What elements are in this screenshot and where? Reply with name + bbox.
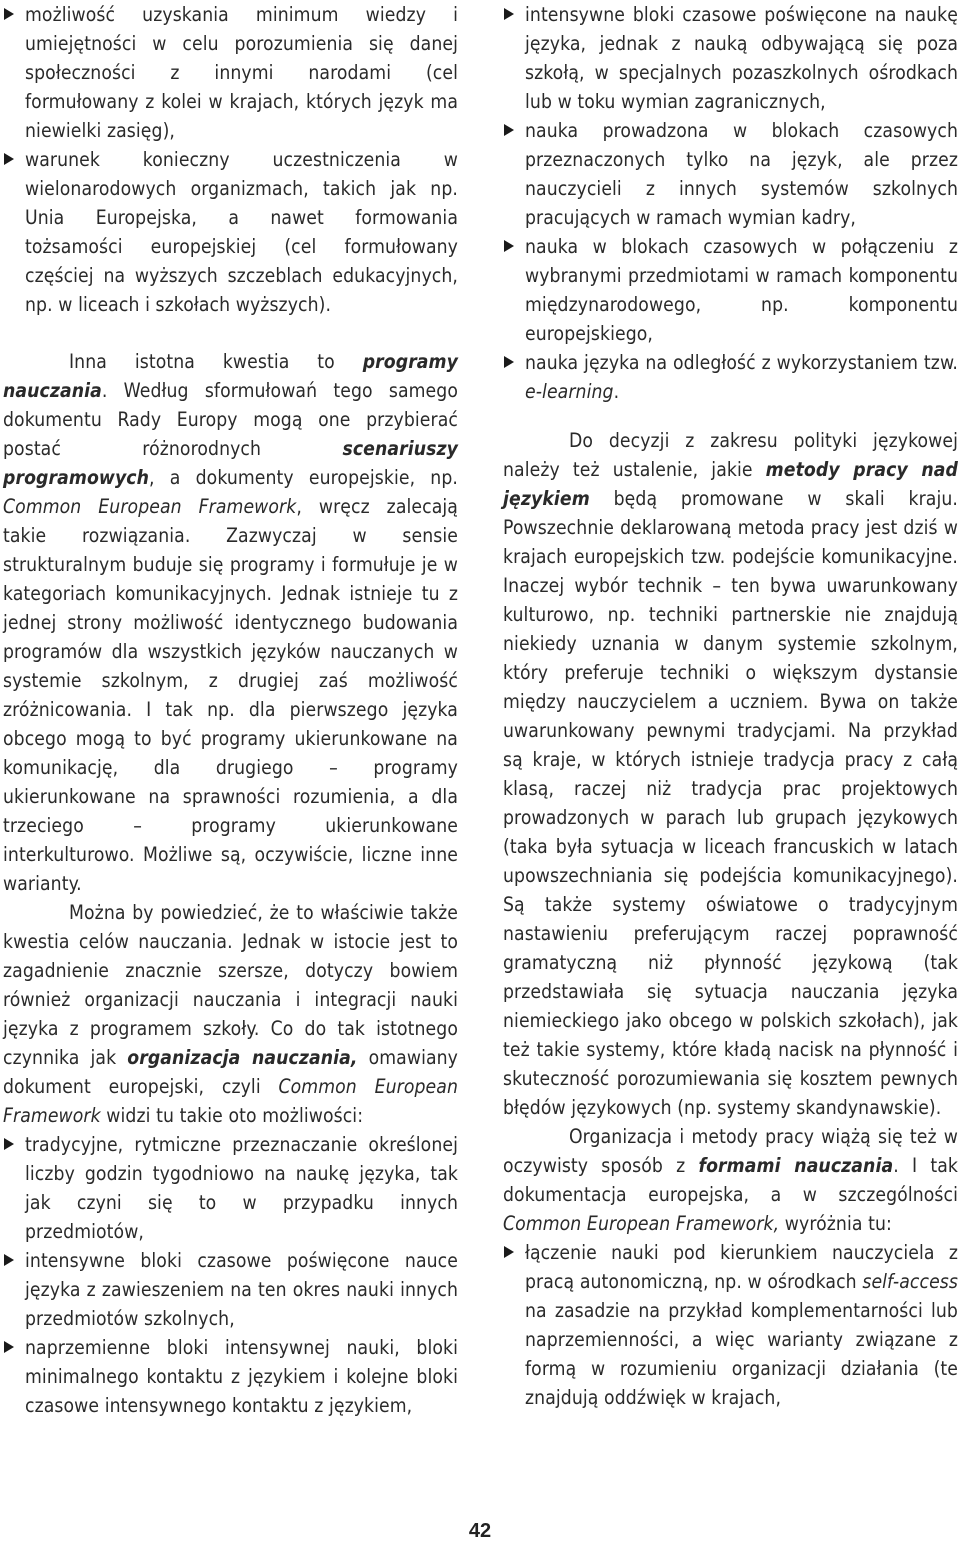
triangle-bullet-icon xyxy=(4,1254,14,1266)
list-item: nauka w blokach czasowych w połączeniu z wybranymi przedmiotami w ramach komponentu międzynarodowego, np. komponentu europejskiego, xyxy=(503,232,958,348)
triangle-bullet-icon xyxy=(4,1138,14,1150)
triangle-bullet-icon xyxy=(4,8,14,20)
organization-list xyxy=(3,1130,458,1420)
list-item: naprzemienne bloki intensywnej nauki, bloki minimalnego kontaktu z językiem i kolejne bloki czasowe intensywnego kontaktu z językiem, xyxy=(3,1333,458,1420)
triangle-bullet-icon xyxy=(504,1246,514,1258)
list-item: możliwość uzyskania minimum wiedzy i umiejętności w celu porozumienia się danej społeczności z innymi narodami (cel formułowany z kolei w krajach, których język ma niewielki zasięg), xyxy=(3,0,458,145)
paragraph-forms: Organizacja i metody pracy wiążą się też w oczywisty sposób z formami nauczania. I tak dokumentacja europejska, a w szczególności Common European Framework, wyróżnia tu: xyxy=(503,1125,958,1235)
paragraph-curricula: Inna istotna kwestia to programy nauczania. Według sformułowań tego samego dokumentu Rady Europy mogą one przybierać postać różnorodnych scenariuszy programowych, a dokumenty europejskie, np. Common European Framework, wręcz zalecają takie rozwiązania. Zazwyczaj w sensie strukturalnym buduje się programy i formułuje je w kategoriach komunikacyjnych. Jednak istnieje tu z jednej strony możliwość identycznego budowania programów dla wszystkich języków nauczanych w systemie szkolnym, z drugiej zaś możliwość zróżnicowania. I tak np. dla pierwszego języka obcego mogą to być programy ukierunkowane na komunikację, dla drugiego – programy ukierunkowane na sprawności rozumienia, a dla trzeciego – programy ukierunkowane interkulturowo. Możliwe są, oczywiście, liczne inne warianty. xyxy=(3,350,458,895)
triangle-bullet-icon xyxy=(504,356,514,368)
list-item: łączenie nauki pod kierunkiem nauczyciela z pracą autonomiczną, np. w ośrodkach self-access na zasadzie na przykład komplementarności lub naprzemienności, a więc warianty związane z formą w rozumieniu organizacji działania (te znajdują oddźwięk w krajach, xyxy=(503,1238,958,1412)
paragraph-methods: Do decyzji z zakresu polityki językowej należy też ustalenie, jakie metody pracy nad językiem będą promowane w skali kraju. Powszechnie deklarowaną metoda pracy jest dziś w krajach europejskich tzw. podejście komunikacyjne. Inaczej wybór technik – ten bywa uwarunkowany kulturowo, np. techniki partnerskie nie znajdują niekiedy uznania w danym systemie szkolnym, który preferuje techniki o większym dystansie między nauczycielem a uczniem. Bywa on także uwarunkowany pewnymi tradycjami. Na przykład są kraje, w których istnieje tradycja pracy z całą klasą, raczej niż tradycja prac projektowych prowadzonych w parach lub grupach językowych (taka była sytuacja w liceach francuskich w latach upowszechniania się podejścia komunikacyjnego). Są także systemy oświatowe o tradycyjnym nastawieniu preferującym raczej poprawność gramatyczną niż płynność językową (tak przedstawiała się sytuacja nauczania języka niemieckiego jako obcego w polskich szkołach), jak też takie systemy, które kładą nacisk na płynność i skuteczność porozumiewania się kosztem pewnych błędów językowych (np. systemy skandynawskie). xyxy=(503,429,958,1119)
triangle-bullet-icon xyxy=(504,124,514,136)
right-column xyxy=(503,0,958,1412)
paragraph-organization: Można by powiedzieć, że to właściwie także kwestia celów nauczania. Jednak w istocie jest to zagadnienie znacznie szersze, dotyczy bowiem również organizacji nauczania i integracji nauki języka z programem szkoły. Co do tak istotnego czynnika jak organizacja nauczania, omawiany dokument europejski, czyli Common European Framework widzi tu takie oto możliwości: xyxy=(3,901,458,1127)
page-number: 42 xyxy=(468,1520,492,1542)
list-item: tradycyjne, rytmiczne przeznaczanie określonej liczby godzin tygodniowo na naukę języka, tak jak czyni się to w przypadku innych przedmiotów, xyxy=(3,1130,458,1246)
organization-list-cont xyxy=(503,0,958,406)
goals-list xyxy=(3,0,458,319)
list-item: nauka prowadzona w blokach czasowych przeznaczonych tylko na język, ale przez nauczycieli z innych systemów szkolnych pracujących w ramach wymian kadry, xyxy=(503,116,958,232)
triangle-bullet-icon xyxy=(504,240,514,252)
forms-list xyxy=(503,1238,958,1412)
triangle-bullet-icon xyxy=(4,1341,14,1353)
triangle-bullet-icon xyxy=(504,8,514,20)
list-item: nauka języka na odległość z wykorzystaniem tzw. e-learning. xyxy=(503,348,958,406)
left-column xyxy=(3,0,458,1420)
list-item: intensywne bloki czasowe poświęcone na naukę języka, jednak z nauką odbywającą się poza szkołą, w specjalnych pozaszkolnych ośrodkach lub w toku wymian zagranicznych, xyxy=(503,0,958,116)
list-item: intensywne bloki czasowe poświęcone nauce języka z zawieszeniem na ten okres nauki innych przedmiotów szkolnych, xyxy=(3,1246,458,1333)
triangle-bullet-icon xyxy=(4,153,14,165)
list-item: warunek konieczny uczestniczenia w wielonarodowych organizmach, takich jak np. Unia Europejska, a nawet formowania tożsamości europejskiej (cel formułowany częściej na wyższych szczeblach edukacyjnych, np. w liceach i szkołach wyższych). xyxy=(3,145,458,319)
